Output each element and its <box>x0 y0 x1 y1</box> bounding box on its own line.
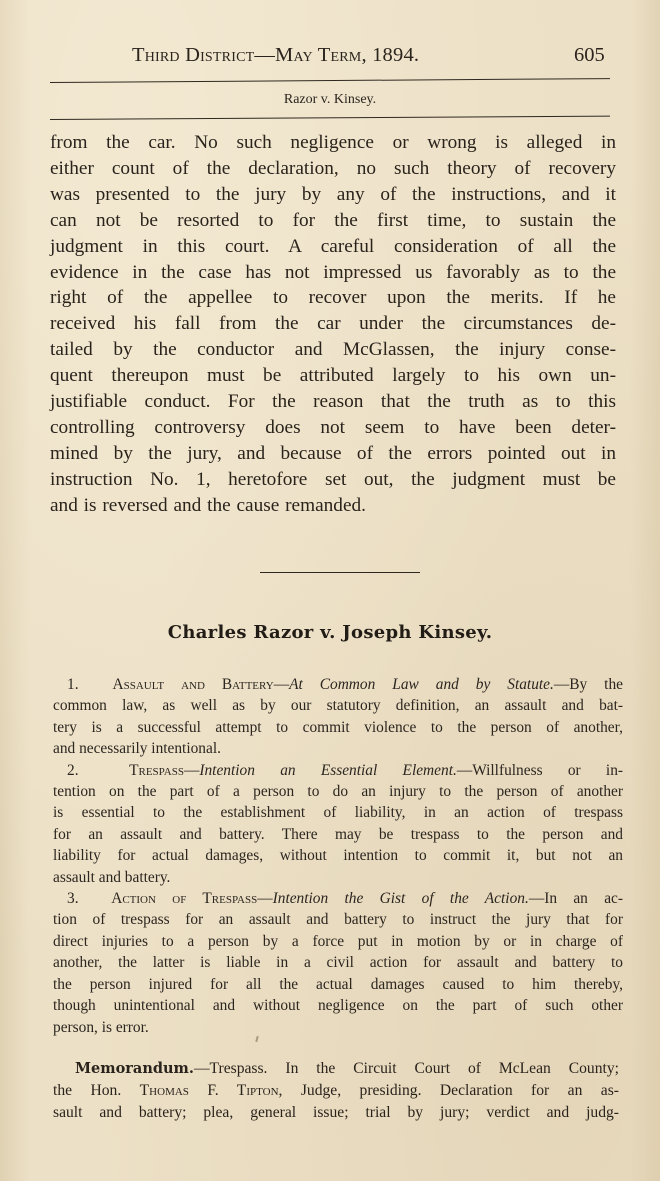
headnote-subtopic: Intention the Gist of the Action. <box>272 890 529 908</box>
case-short-title: Razor v. Kinsey. <box>283 92 377 107</box>
headnote-first-line: 2. Trespass—Intention an Essential Element.—Willfulness or in- <box>67 761 624 779</box>
page-number: 605 <box>574 44 605 66</box>
opinion-line: received his fall from the car under the circumstances de- <box>50 313 616 335</box>
headnote-line: tention on the part of a person to do an injury to the person of another <box>53 783 623 801</box>
headnote-line: though unintentional and without negligence on the part of such other <box>53 997 623 1015</box>
section-divider <box>260 572 420 573</box>
headnote-3 <box>53 888 623 1038</box>
paper-blemish <box>255 1036 258 1042</box>
headnote-line: liability for actual damages, without intention to commit it, but not an <box>53 847 623 865</box>
opinion-line: controlling controversy does not seem to have been deter- <box>50 416 616 438</box>
headnote-topic: Action of Trespass <box>111 890 258 908</box>
headnote-line: person, is error. <box>53 1018 149 1036</box>
opinion-line: and is reversed and the cause remanded. <box>50 494 366 516</box>
headnote-rest: —In an ac- <box>528 890 623 908</box>
headnote-line: the person injured for all the actual damages caused to him thereby, <box>53 975 623 993</box>
headnote-line: another, the latter is liable in a civil action for assault and battery to <box>53 954 623 972</box>
memorandum-text: the Hon. <box>53 1082 140 1099</box>
memorandum-text: , Judge, presiding. Declaration for an as- <box>278 1082 619 1099</box>
opinion-line: tailed by the conductor and McGlassen, the injury conse- <box>50 339 616 361</box>
judge-name: Thomas F. Tipton <box>139 1082 279 1099</box>
headnote-subtopic: Intention an Essential Element. <box>199 761 457 779</box>
header-rule-top <box>50 78 610 83</box>
headnote-number: 1. <box>67 676 79 693</box>
memorandum-line <box>53 1058 619 1080</box>
headnote-line: direct injuries to a person by a force put in motion by or in charge of <box>53 932 623 950</box>
header-rule-bottom <box>50 116 610 120</box>
headnote-line: for an assault and battery. There may be trespass to the person and <box>53 825 623 843</box>
headnote-topic: Trespass <box>129 761 184 779</box>
headnote-topic: Assault and Battery <box>112 676 274 693</box>
headnote-line: is essential to the establishment of liability, in an action of trespass <box>53 804 623 822</box>
memorandum-line <box>53 1080 619 1102</box>
memorandum-text: —Trespass. In the Circuit Court of McLean County; <box>193 1060 619 1077</box>
headnote-number: 3. <box>67 890 79 908</box>
headnote-rest: —Willfulness or in- <box>456 761 624 779</box>
opinion-line: quent thereupon must be attributed largely to his own un- <box>50 365 616 387</box>
syllabus <box>53 674 623 1038</box>
headnote-line: tery is a successful attempt to commit violence to the person of another, <box>53 718 623 736</box>
opinion-line: justifiable conduct. For the reason that the truth as to this <box>50 391 616 413</box>
opinion-text <box>50 130 616 519</box>
headnote-line: tion of trespass for an assault and battery to instruct the jury that for <box>53 911 623 929</box>
opinion-line: can not be resorted to for the first time, to sustain the <box>50 209 616 231</box>
headnote-line: and necessarily intentional. <box>53 740 221 758</box>
memorandum-label: Memorandum. <box>75 1060 194 1077</box>
opinion-line: instruction No. 1, heretofore set out, the judgment must be <box>50 468 616 490</box>
headnote-2 <box>53 760 623 888</box>
running-head <box>132 44 612 67</box>
headnote-number: 2. <box>67 761 79 779</box>
headnote-first-line: 3. Action of Trespass—Intention the Gist of the Action.—In an ac- <box>67 890 623 908</box>
headnote-rest: —By the <box>553 676 623 693</box>
headnote-line: assault and battery. <box>53 868 171 886</box>
running-head-text: Third District—May Term, 1894. <box>132 44 420 66</box>
headnote-1 <box>53 674 623 760</box>
opinion-line: mined by the jury, and because of the errors pointed out in <box>50 442 616 464</box>
headnote-line: common law, as well as by our statutory definition, an assault and bat- <box>53 697 623 715</box>
opinion-line: evidence in the case has not impressed us favorably as to the <box>50 261 616 283</box>
headnote-first-line: 1. Assault and Battery—At Common Law and by Statute.—By the <box>67 676 623 693</box>
opinion-line: either count of the declaration, no such theory of recovery <box>50 157 616 179</box>
opinion-line: from the car. No such negligence or wrong is alleged in <box>50 132 616 153</box>
memorandum <box>53 1058 619 1124</box>
opinion-line: was presented to the jury by any of the instructions, and it <box>50 183 616 205</box>
memorandum-line: sault and battery; plea, general issue; trial by jury; verdict and judg- <box>53 1104 619 1121</box>
opinion-line: judgment in this court. A careful consideration of all the <box>50 235 616 257</box>
opinion-line: right of the appellee to recover upon the merits. If he <box>50 287 616 309</box>
headnote-subtopic: At Common Law and by Statute. <box>289 676 554 693</box>
case-title: Charles Razor v. Joseph Kinsey. <box>167 622 493 643</box>
